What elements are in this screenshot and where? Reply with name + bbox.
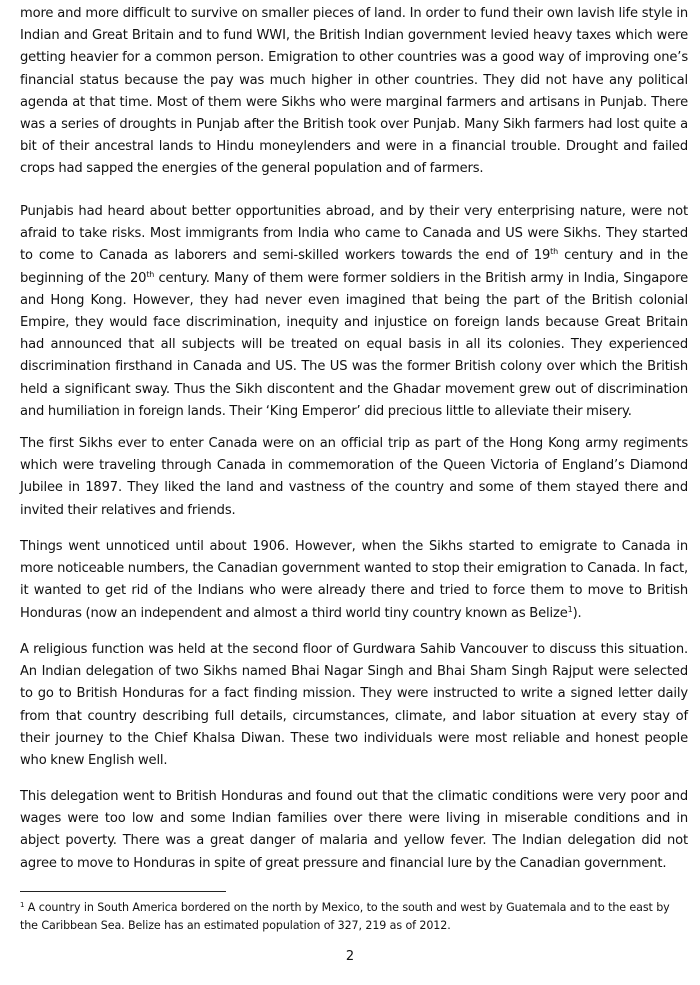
paragraph-delegation-findings: This delegation went to British Honduras and found out that the climatic conditions were very poor and wages were too low and some Indian families over there were living in miserable conditions and in abject poverty. There was a great danger of malaria and yellow fever. The Indian delegation did not agree to move to Honduras in spite of great pressure and financial lure by the Canadian government. — [20, 789, 688, 871]
paragraph-punjabi-emigration — [20, 201, 688, 423]
text-run: century and in the beginning of the 20 — [20, 248, 688, 286]
paragraph-first-sikhs-canada: The first Sikhs ever to enter Canada were on an official trip as part of the Hong Kong army regiments which were traveling through Canada in commemoration of the Queen Victoria of England’s Diamond Jubilee in 1897. They liked the land and vastness of the country and some of them stayed there and invited their relatives and friends. — [20, 436, 688, 518]
superscript: th — [550, 247, 559, 257]
footnote — [20, 899, 688, 935]
text-run: Things went unnoticed until about 1906. However, when the Sikhs started to emigrate to Canada in more noticeable numbers, the Canadian government wanted to stop their emigration to Canada. In fact, it wanted to get rid of the Indians who were already there and tried to force them to move to British Honduras (now an independent and almost a third world tiny country known as Belize — [20, 539, 688, 621]
paragraph-land-and-taxes: more and more difficult to survive on smaller pieces of land. In order to fund their own lavish life style in Indian and Great Britain and to fund WWI, the British Indian government levied heavy taxes which were getting heavier for a common person. Emigration to other countries was a good way of improving one’s financial status because the pay was much higher in other countries. They did not have any political agenda at that time. Most of them were Sikhs who were marginal farmers and artisans in Punjab. There was a series of droughts in Punjab after the British took over Punjab. Many Sikh farmers had lost quite a bit of their ancestral lands to Hindu moneylenders and were in a financial trouble. Drought and failed crops had sapped the energies of the general population and of farmers. — [20, 6, 688, 177]
footnote-separator — [20, 891, 226, 892]
paragraph-gurdwara-delegation: A religious function was held at the second floor of Gurdwara Sahib Vancouver to discuss this situation. An Indian delegation of two Sikhs named Bhai Nagar Singh and Bhai Sham Singh Rajput were selected to go to British Honduras for a fact finding mission. They were instructed to write a signed letter daily from that country describing full details, circumstances, climate, and labor situation at every stay of their journey to the Chief Khalsa Diwan. These two individuals were most reliable and honest people who knew English well. — [20, 642, 688, 769]
text-run: century. Many of them were former soldiers in the British army in India, Singapore and Hong Kong. However, they had never even imagined that being the part of the British colonial Empire, they would face discrimination, inequity and injustice on foreign lands because Great Britain had announced that all subjects will be treated on equal basis in all its colonies. They experienced discrimination firsthand in Canada and US. The US was the former British colony over which the British held a significant sway. Thus the Sikh discontent and the Ghadar movement grew out of discrimination and humiliation in foreign lands. Their ‘King Emperor’ did precious little to alleviate their misery. — [20, 270, 688, 419]
footnote-reference[interactable]: 1 — [567, 604, 573, 614]
text-run: ). — [572, 605, 582, 621]
text-run: Punjabis had heard about better opportunities abroad, and by their very enterprising nature, were not afraid to take risks. Most immigrants from India who came to Canada and US were Sikhs. They started to come to Canada as laborers and semi-skilled workers towards the end of 19 — [20, 204, 688, 264]
paragraph-belize-relocation — [20, 536, 688, 625]
page-number: 2 — [345, 949, 355, 964]
superscript: th — [146, 269, 155, 279]
footnote-text: A country in South America bordered on the north by Mexico, to the south and west by Guatemala and to the east by the Caribbean Sea. Belize has an estimated population of 327, 219 as of 2012. — [20, 901, 670, 932]
footnote-marker: 1 — [20, 901, 25, 909]
